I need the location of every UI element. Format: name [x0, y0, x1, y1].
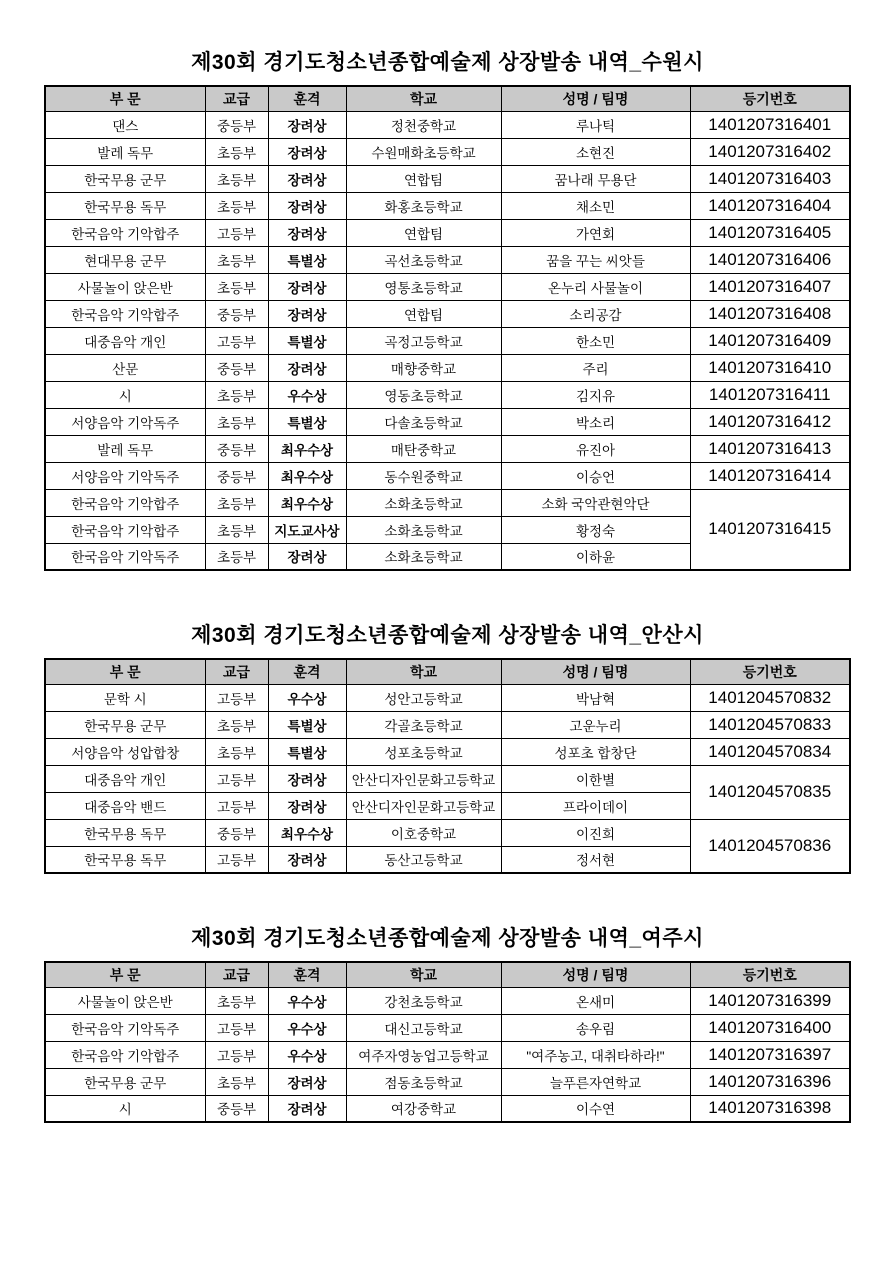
table-row [45, 435, 850, 462]
cell-school: 매탄중학교 [346, 435, 501, 462]
cell-name: 이수연 [501, 1095, 690, 1122]
table-row [45, 165, 850, 192]
cell-school: 영통초등학교 [346, 273, 501, 300]
cell-category: 서양음악 성압합창 [45, 738, 205, 765]
cell-grade: 초등부 [205, 273, 268, 300]
column-header-grade: 교급 [205, 659, 268, 684]
table-row [45, 1014, 850, 1041]
cell-name: 꿈나래 무용단 [501, 165, 690, 192]
cell-name: 이한별 [501, 765, 690, 792]
cell-name: 루나틱 [501, 111, 690, 138]
table-row [45, 711, 850, 738]
cell-grade: 초등부 [205, 381, 268, 408]
cell-grade: 고등부 [205, 327, 268, 354]
cell-award: 최우수상 [268, 819, 346, 846]
cell-category: 대중음악 밴드 [45, 792, 205, 819]
cell-registration-number: 1401207316412 [690, 408, 850, 435]
column-header-award: 훈격 [268, 86, 346, 111]
cell-registration-number: 1401204570833 [690, 711, 850, 738]
cell-name: 온새미 [501, 987, 690, 1014]
cell-category: 한국음악 기악독주 [45, 543, 205, 570]
table-title-ansan: 제30회 경기도청소년종합예술제 상장발송 내역_안산시 [191, 624, 704, 647]
column-header-award: 훈격 [268, 659, 346, 684]
cell-school: 연합팀 [346, 300, 501, 327]
header-row [45, 86, 850, 111]
table-row [45, 489, 850, 516]
cell-registration-number: 1401207316399 [690, 987, 850, 1014]
cell-registration-number: 1401204570836 [690, 819, 850, 873]
cell-registration-number: 1401207316404 [690, 192, 850, 219]
table-title-yeoju: 제30회 경기도청소년종합예술제 상장발송 내역_여주시 [191, 927, 704, 950]
award-table-ansan [44, 658, 851, 874]
cell-grade: 중등부 [205, 462, 268, 489]
cell-name: 이승언 [501, 462, 690, 489]
table-row [45, 354, 850, 381]
cell-registration-number: 1401207316414 [690, 462, 850, 489]
cell-school: 각골초등학교 [346, 711, 501, 738]
cell-registration-number: 1401204570832 [690, 684, 850, 711]
cell-registration-number: 1401207316406 [690, 246, 850, 273]
cell-award: 최우수상 [268, 435, 346, 462]
cell-registration-number: 1401207316405 [690, 219, 850, 246]
cell-grade: 초등부 [205, 408, 268, 435]
cell-category: 한국음악 기악합주 [45, 516, 205, 543]
cell-school: 연합팀 [346, 219, 501, 246]
cell-name: 소화 국악관현악단 [501, 489, 690, 516]
header-row [45, 659, 850, 684]
cell-award: 장려상 [268, 1095, 346, 1122]
column-header-award: 훈격 [268, 962, 346, 987]
table-row [45, 219, 850, 246]
cell-registration-number: 1401207316398 [690, 1095, 850, 1122]
cell-registration-number: 1401207316410 [690, 354, 850, 381]
cell-award: 장려상 [268, 192, 346, 219]
cell-category: 댄스 [45, 111, 205, 138]
cell-award: 장려상 [268, 300, 346, 327]
cell-grade: 중등부 [205, 111, 268, 138]
cell-school: 수원매화초등학교 [346, 138, 501, 165]
cell-category: 발레 독무 [45, 138, 205, 165]
cell-school: 소화초등학교 [346, 543, 501, 570]
cell-grade: 초등부 [205, 543, 268, 570]
cell-school: 연합팀 [346, 165, 501, 192]
cell-grade: 초등부 [205, 489, 268, 516]
table-row [45, 327, 850, 354]
table-row [45, 765, 850, 792]
cell-award: 장려상 [268, 111, 346, 138]
table-title-suwon: 제30회 경기도청소년종합예술제 상장발송 내역_수원시 [191, 51, 704, 74]
cell-name: 성포초 합창단 [501, 738, 690, 765]
cell-grade: 초등부 [205, 192, 268, 219]
cell-name: "여주농고, 대취타하라!" [501, 1041, 690, 1068]
cell-category: 한국무용 군무 [45, 165, 205, 192]
cell-grade: 초등부 [205, 1068, 268, 1095]
cell-registration-number: 1401207316413 [690, 435, 850, 462]
cell-category: 한국음악 기악독주 [45, 1014, 205, 1041]
cell-grade: 고등부 [205, 1014, 268, 1041]
cell-school: 다솔초등학교 [346, 408, 501, 435]
column-header-school: 학교 [346, 962, 501, 987]
header-row [45, 962, 850, 987]
cell-grade: 고등부 [205, 792, 268, 819]
column-header-category: 부 문 [45, 659, 205, 684]
cell-name: 소리공감 [501, 300, 690, 327]
cell-category: 대중음악 개인 [45, 327, 205, 354]
cell-award: 특별상 [268, 408, 346, 435]
cell-name: 이하윤 [501, 543, 690, 570]
cell-award: 장려상 [268, 354, 346, 381]
cell-category: 발레 독무 [45, 435, 205, 462]
cell-award: 특별상 [268, 327, 346, 354]
table-row [45, 381, 850, 408]
cell-award: 특별상 [268, 711, 346, 738]
table-row [45, 111, 850, 138]
cell-grade: 고등부 [205, 219, 268, 246]
cell-school: 강천초등학교 [346, 987, 501, 1014]
cell-registration-number: 1401207316415 [690, 489, 850, 570]
cell-school: 동산고등학교 [346, 846, 501, 873]
cell-award: 장려상 [268, 165, 346, 192]
cell-category: 한국무용 독무 [45, 192, 205, 219]
cell-grade: 중등부 [205, 819, 268, 846]
cell-grade: 중등부 [205, 300, 268, 327]
cell-school: 점동초등학교 [346, 1068, 501, 1095]
cell-category: 시 [45, 1095, 205, 1122]
cell-registration-number: 1401207316411 [690, 381, 850, 408]
cell-category: 한국무용 독무 [45, 846, 205, 873]
column-header-school: 학교 [346, 659, 501, 684]
cell-category: 한국음악 기악합주 [45, 489, 205, 516]
column-header-name: 성명 / 팀명 [501, 86, 690, 111]
section-suwon [0, 46, 895, 571]
cell-name: 김지유 [501, 381, 690, 408]
cell-registration-number: 1401207316403 [690, 165, 850, 192]
cell-name: 황정숙 [501, 516, 690, 543]
cell-grade: 초등부 [205, 246, 268, 273]
cell-registration-number: 1401207316396 [690, 1068, 850, 1095]
cell-grade: 중등부 [205, 435, 268, 462]
cell-grade: 초등부 [205, 987, 268, 1014]
cell-category: 사물놀이 앉은반 [45, 273, 205, 300]
table-row [45, 1095, 850, 1122]
award-table-suwon [44, 85, 851, 571]
cell-school: 여강중학교 [346, 1095, 501, 1122]
cell-name: 박소리 [501, 408, 690, 435]
column-header-grade: 교급 [205, 86, 268, 111]
cell-category: 한국무용 군무 [45, 711, 205, 738]
cell-name: 이진희 [501, 819, 690, 846]
cell-name: 송우림 [501, 1014, 690, 1041]
cell-award: 장려상 [268, 765, 346, 792]
cell-school: 곡선초등학교 [346, 246, 501, 273]
cell-school: 안산디자인문화고등학교 [346, 792, 501, 819]
cell-registration-number: 1401207316400 [690, 1014, 850, 1041]
cell-name: 소현진 [501, 138, 690, 165]
table-row [45, 738, 850, 765]
table-row [45, 300, 850, 327]
cell-school: 성안고등학교 [346, 684, 501, 711]
cell-award: 특별상 [268, 738, 346, 765]
table-row [45, 408, 850, 435]
cell-school: 곡정고등학교 [346, 327, 501, 354]
cell-school: 이호중학교 [346, 819, 501, 846]
cell-category: 한국무용 독무 [45, 819, 205, 846]
cell-category: 한국음악 기악합주 [45, 300, 205, 327]
cell-registration-number: 1401207316402 [690, 138, 850, 165]
cell-award: 장려상 [268, 219, 346, 246]
table-row [45, 246, 850, 273]
table-row [45, 462, 850, 489]
table-row [45, 1068, 850, 1095]
table-row [45, 192, 850, 219]
column-header-grade: 교급 [205, 962, 268, 987]
cell-category: 서양음악 기악독주 [45, 462, 205, 489]
cell-award: 장려상 [268, 846, 346, 873]
cell-registration-number: 1401207316409 [690, 327, 850, 354]
cell-school: 영동초등학교 [346, 381, 501, 408]
cell-name: 한소민 [501, 327, 690, 354]
cell-school: 여주자영농업고등학교 [346, 1041, 501, 1068]
cell-school: 화홍초등학교 [346, 192, 501, 219]
section-yeoju [0, 922, 895, 1123]
cell-name: 박남혁 [501, 684, 690, 711]
cell-grade: 초등부 [205, 165, 268, 192]
cell-name: 늘푸른자연학교 [501, 1068, 690, 1095]
cell-name: 프라이데이 [501, 792, 690, 819]
cell-grade: 초등부 [205, 516, 268, 543]
cell-grade: 중등부 [205, 354, 268, 381]
column-header-reg: 등기번호 [690, 86, 850, 111]
cell-award: 특별상 [268, 246, 346, 273]
cell-award: 우수상 [268, 381, 346, 408]
cell-award: 장려상 [268, 138, 346, 165]
cell-registration-number: 1401207316397 [690, 1041, 850, 1068]
cell-award: 우수상 [268, 1041, 346, 1068]
cell-name: 고운누리 [501, 711, 690, 738]
cell-award: 우수상 [268, 987, 346, 1014]
cell-name: 채소민 [501, 192, 690, 219]
cell-grade: 고등부 [205, 684, 268, 711]
cell-school: 동수원중학교 [346, 462, 501, 489]
column-header-category: 부 문 [45, 962, 205, 987]
cell-award: 최우수상 [268, 462, 346, 489]
column-header-name: 성명 / 팀명 [501, 962, 690, 987]
cell-grade: 고등부 [205, 1041, 268, 1068]
cell-grade: 중등부 [205, 1095, 268, 1122]
cell-award: 장려상 [268, 1068, 346, 1095]
cell-award: 장려상 [268, 273, 346, 300]
table-row [45, 273, 850, 300]
cell-school: 대신고등학교 [346, 1014, 501, 1041]
cell-category: 산문 [45, 354, 205, 381]
table-row [45, 819, 850, 846]
cell-category: 사물놀이 앉은반 [45, 987, 205, 1014]
cell-name: 유진아 [501, 435, 690, 462]
table-row [45, 138, 850, 165]
column-header-reg: 등기번호 [690, 659, 850, 684]
table-row [45, 1041, 850, 1068]
table-row [45, 987, 850, 1014]
column-header-school: 학교 [346, 86, 501, 111]
cell-name: 주리 [501, 354, 690, 381]
cell-registration-number: 1401204570835 [690, 765, 850, 819]
cell-school: 정천중학교 [346, 111, 501, 138]
column-header-reg: 등기번호 [690, 962, 850, 987]
award-table-yeoju [44, 961, 851, 1123]
cell-category: 한국음악 기악합주 [45, 219, 205, 246]
cell-award: 우수상 [268, 1014, 346, 1041]
cell-name: 온누리 사물놀이 [501, 273, 690, 300]
cell-grade: 초등부 [205, 711, 268, 738]
cell-category: 한국무용 군무 [45, 1068, 205, 1095]
cell-award: 최우수상 [268, 489, 346, 516]
cell-school: 소화초등학교 [346, 489, 501, 516]
cell-grade: 고등부 [205, 846, 268, 873]
cell-award: 장려상 [268, 792, 346, 819]
cell-award: 지도교사상 [268, 516, 346, 543]
cell-registration-number: 1401207316408 [690, 300, 850, 327]
cell-name: 정서현 [501, 846, 690, 873]
cell-grade: 고등부 [205, 765, 268, 792]
cell-category: 서양음악 기악독주 [45, 408, 205, 435]
section-ansan [0, 619, 895, 874]
cell-grade: 초등부 [205, 138, 268, 165]
cell-category: 현대무용 군무 [45, 246, 205, 273]
cell-name: 가연회 [501, 219, 690, 246]
cell-category: 한국음악 기악합주 [45, 1041, 205, 1068]
cell-school: 성포초등학교 [346, 738, 501, 765]
cell-category: 문학 시 [45, 684, 205, 711]
cell-award: 우수상 [268, 684, 346, 711]
column-header-name: 성명 / 팀명 [501, 659, 690, 684]
column-header-category: 부 문 [45, 86, 205, 111]
cell-award: 장려상 [268, 543, 346, 570]
cell-category: 대중음악 개인 [45, 765, 205, 792]
table-row [45, 684, 850, 711]
cell-school: 매향중학교 [346, 354, 501, 381]
cell-grade: 초등부 [205, 738, 268, 765]
cell-school: 소화초등학교 [346, 516, 501, 543]
cell-registration-number: 1401204570834 [690, 738, 850, 765]
cell-name: 꿈을 꾸는 씨앗들 [501, 246, 690, 273]
cell-school: 안산디자인문화고등학교 [346, 765, 501, 792]
cell-registration-number: 1401207316401 [690, 111, 850, 138]
cell-registration-number: 1401207316407 [690, 273, 850, 300]
cell-category: 시 [45, 381, 205, 408]
